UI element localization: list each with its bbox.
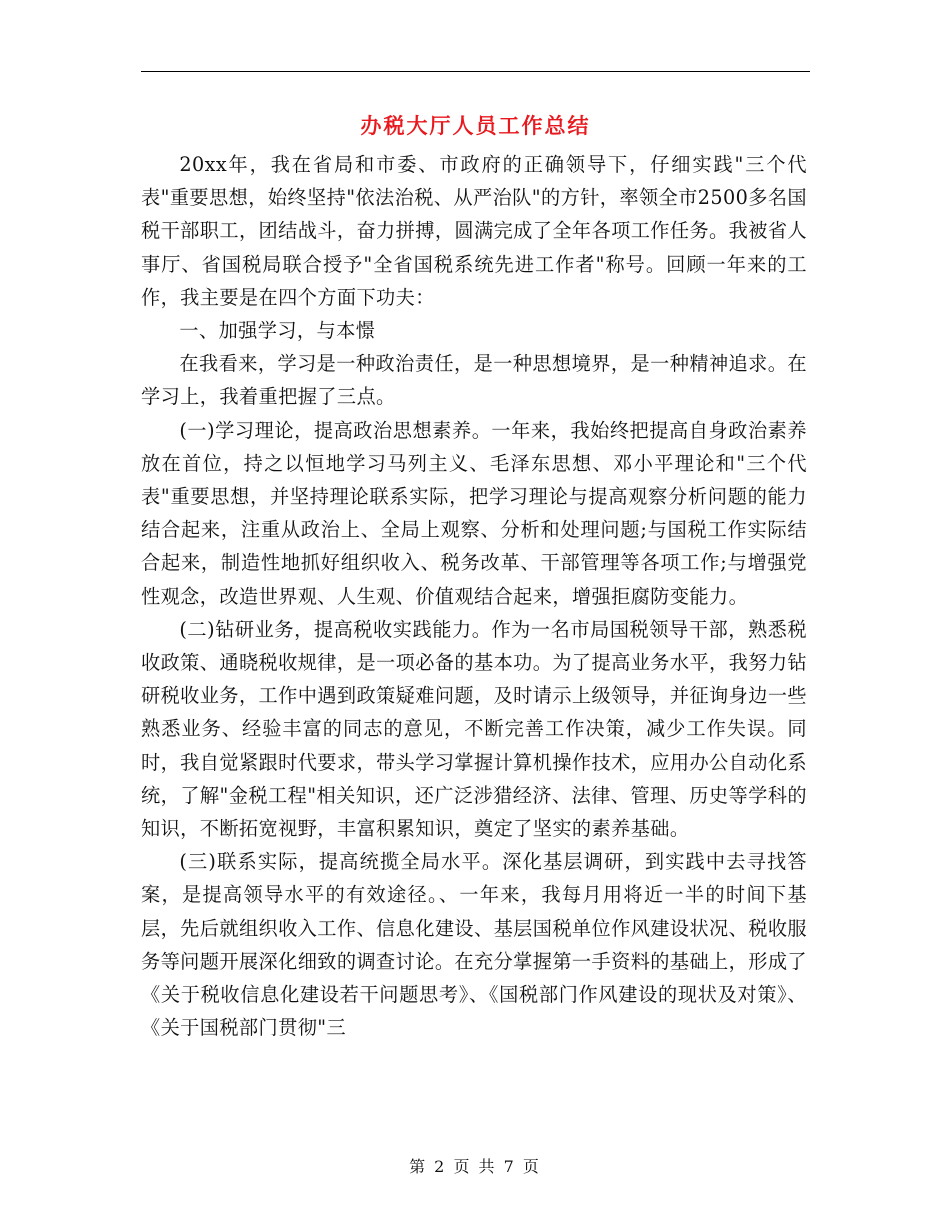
section-heading-1: 一、加强学习，与本憬 [179, 319, 376, 343]
paragraph-intro: 20xx年，我在省局和市委、市政府的正确领导下，仔细实践"三个代表"重要思想，始终坚持"依法治税、从严治队"的方针，率领全市2500多名国税干部职工，团结战斗，奋力拼搏，圆满完成了全年各项工作任务。我被省人事厅、省国税局联合授予"全省国税系统先进工作者"称号。回顾一年来的工作，我主要是在四个方面下功夫： [141, 153, 807, 309]
header-rule [141, 71, 810, 72]
paragraph-business: (二)钻研业务，提高税收实践能力。作为一名市局国税领导干部，熟悉税收政策、通晓税收规律，是一项必备的基本功。为了提高业务水平，我努力钻研税收业务，工作中遇到政策疑难问题，及时请示上级领导，并征询身边一些熟悉业务、经验丰富的同志的意见，不断完善工作决策，减少工作失误。同时，我自觉紧跟时代要求，带头学习掌握计算机操作技术，应用办公自动化系统，了解"金税工程"相关知识，还广泛涉猎经济、法律、管理、历史等学科的知识，不断拓宽视野，丰富积累知识，奠定了坚实的素养基础。 [141, 617, 807, 841]
document-title: 办税大厅人员工作总结 [360, 113, 591, 138]
paragraph-study: 在我看来，学习是一种政治责任，是一种思想境界，是一种精神追求。在学习上，我着重把握了三点。 [141, 352, 807, 409]
paragraph-practice: (三)联系实际，提高统揽全局水平。深化基层调研，到实践中去寻找答案，是提高领导水平的有效途径。、一年来，我每月用将近一半的时间下基层，先后就组织收入工作、信息化建设、基层国税单位作风建设状况、税收服务等问题开展深化细致的调查讨论。在充分掌握第一手资料的基础上，形成了《关于税收信息化建设若干问题思考》、《国税部门作风建设的现状及对策》、《关于国税部门贯彻"三 [141, 850, 807, 1040]
document-body [141, 148, 807, 1044]
page-number: 第 2 页 共 7 页 [409, 1157, 541, 1176]
paragraph-theory: (一)学习理论，提高政治思想素养。一年来，我始终把提高自身政治素养放在首位，持之以恒地学习马列主义、毛泽东思想、邓小平理论和"三个代表"重要思想，并坚持理论联系实际，把学习理论与提高观察分析问题的能力结合起来，注重从政治上、全局上观察、分析和处理问题;与国税工作实际结合起来，制造性地抓好组织收入、税务改革、干部管理等各项工作;与增强党性观念，改造世界观、人生观、价值观结合起来，增强拒腐防变能力。 [141, 418, 807, 608]
